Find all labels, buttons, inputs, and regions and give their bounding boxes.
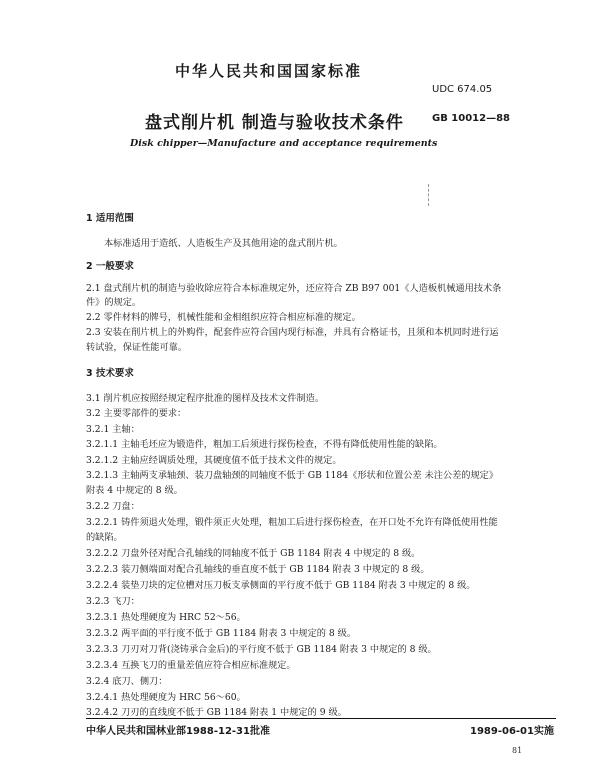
clause-3-2-3-4: 3.2.3.4 互换飞刀的重量差值应符合相应标准规定。	[86, 660, 296, 671]
footer-rule	[86, 718, 556, 719]
clause-3-2-3: 3.2.3 飞刀：	[86, 596, 140, 607]
section-1-text: 本标准适用于造纸、人造板生产及其他用途的盘式削片机。	[104, 238, 343, 249]
clause-2-3-line-2: 转试验，保证性能可靠。	[86, 342, 188, 353]
clause-3-1: 3.1 削片机应按照经规定程序批准的图样及技术文件制造。	[86, 393, 325, 404]
clause-3-2-2-2: 3.2.2.2 刀盘外径对配合孔轴线的同轴度不低于 GB 1184 附表 4 中规定的 8 级。	[86, 548, 421, 559]
clause-3-2-1-3-line-1: 3.2.1.3 主轴两支承轴颈、装刀盘轴颈的同轴度不低于 GB 1184《形状和位置公差 未注公差的规定》	[86, 470, 499, 481]
implementation-date: 1989-06-01实施	[470, 726, 554, 737]
english-title: Disk chipper—Manufacture and acceptance requirements	[130, 138, 438, 149]
clause-3-2-1-3-line-2: 附表 4 中规定的 8 级。	[86, 485, 183, 496]
clause-2-2: 2.2 零件材料的牌号，机械性能和金相组织应符合相应标准的规定。	[86, 312, 361, 323]
scan-mark	[428, 184, 430, 206]
clause-3-2-1-1: 3.2.1.1 主轴毛坯应为锻造件，粗加工后须进行探伤检查，不得有降低使用性能的缺陷。	[86, 439, 443, 450]
standard-code: GB 10012—88	[432, 113, 511, 124]
clause-3-2-2: 3.2.2 刀盘：	[86, 501, 140, 512]
clause-3-2-3-2: 3.2.3.2 两平面的平行度不低于 GB 1184 附表 3 中规定的 8 级。	[86, 628, 357, 639]
clause-2-3-line-1: 2.3 安装在削片机上的外购件，配套件应符合国内现行标准，并具有合格证书，且须和本机同时进行运	[86, 327, 499, 338]
clause-2-1-line-1: 2.1 盘式削片机的制造与验收除应符合本标准规定外，还应符合 ZB B97 001《人造板机械通用技术条	[86, 283, 502, 294]
clause-2-1-line-2: 件》的规定。	[86, 297, 142, 308]
section-1-heading: 1 适用范围	[86, 213, 134, 224]
clause-3-2-4: 3.2.4 底刀、侧刀：	[86, 676, 168, 687]
document-title: 盘式削片机 制造与验收技术条件	[145, 113, 404, 133]
page-number: 81	[512, 746, 523, 755]
national-standard-heading: 中华人民共和国国家标准	[175, 62, 363, 80]
clause-3-2-4-1: 3.2.4.1 热处理硬度为 HRC 56～60。	[86, 692, 246, 703]
clause-3-2-1: 3.2.1 主轴：	[86, 424, 140, 435]
section-3-heading: 3 技术要求	[86, 368, 134, 379]
clause-3-2-3-3: 3.2.3.3 刀刃对刀背(浇铸承合金后)的平行度不低于 GB 1184 附表 3 中规定的 8 级。	[86, 644, 437, 655]
clause-3-2-2-4: 3.2.2.4 装垫刀块的定位槽对压刀板支承侧面的平行度不低于 GB 1184 附表 3 中规定的 8 级。	[86, 580, 476, 591]
clause-3-2-2-1-line-1: 3.2.2.1 铸件须退火处理，锻件须正火处理，粗加工后进行探伤检查，在开口处不允许有降低使用性能	[86, 517, 498, 528]
clause-3-2-2-3: 3.2.2.3 装刀侧端面对配合孔轴线的垂直度不低于 GB 1184 附表 3 中规定的 8 级。	[86, 564, 430, 575]
section-2-heading: 2 一般要求	[86, 261, 134, 272]
clause-3-2-2-1-line-2: 的缺陷。	[86, 532, 123, 543]
udc-number: UDC 674.05	[432, 84, 493, 95]
clause-3-2-3-1: 3.2.3.1 热处理硬度为 HRC 52～56。	[86, 612, 246, 623]
clause-3-2-4-2: 3.2.4.2 刀刃的直线度不低于 GB 1184 附表 1 中规定的 9 级。	[86, 707, 347, 718]
clause-3-2: 3.2 主要零部件的要求：	[86, 408, 187, 419]
approval-line: 中华人民共和国林业部1988-12-31批准	[86, 726, 270, 737]
clause-3-2-1-2: 3.2.1.2 主轴应经调质处理，其硬度值不低于技术文件的规定。	[86, 455, 342, 466]
